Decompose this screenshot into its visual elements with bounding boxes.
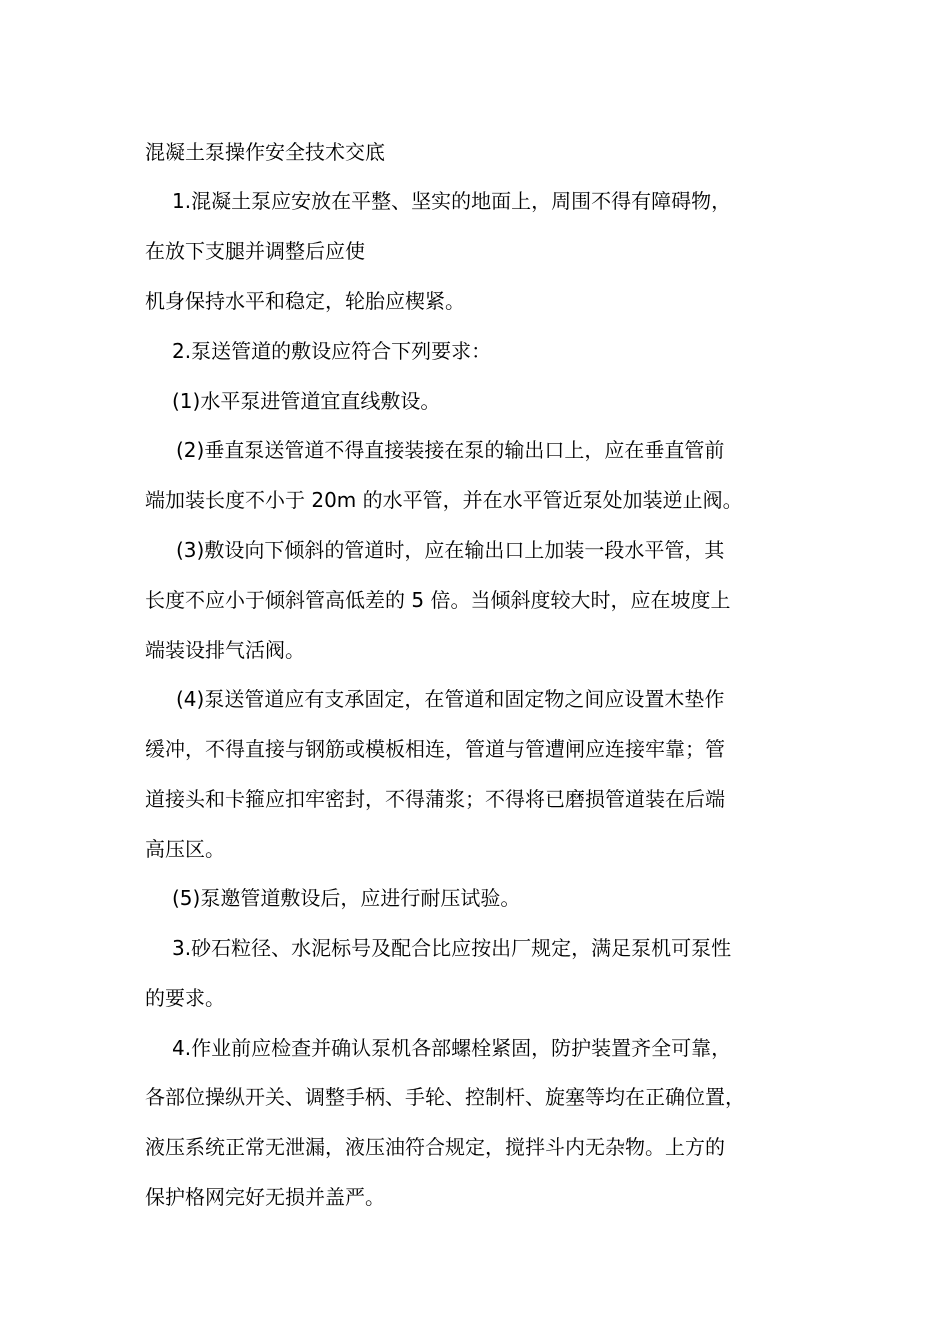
paragraph-line: (4)泵送管道应有支承固定，在管道和固定物之间应设置木垫作 [176, 687, 725, 711]
paragraph-line: 端装设排气活阀。 [145, 638, 305, 662]
paragraph-line: (3)敷设向下倾斜的管道时，应在输出口上加装一段水平管，其 [176, 538, 725, 562]
document-title: 混凝土泵操作安全技术交底 [145, 140, 385, 164]
paragraph-line: 保护格网完好无损并盖严。 [145, 1185, 385, 1209]
paragraph-line: (5)泵邀管道敷设后，应进行耐压试验。 [172, 886, 521, 910]
paragraph-line: 的要求。 [145, 986, 225, 1010]
paragraph-line: 机身保持水平和稳定，轮胎应楔紧。 [145, 289, 465, 313]
paragraph-line: 高压区。 [145, 837, 225, 861]
paragraph-line: 4.作业前应检查并确认泵机各部螺栓紧固，防护装置齐全可靠， [172, 1036, 732, 1060]
paragraph-line: 端加装长度不小于 20m 的水平管，并在水平管近泵处加装逆止阀。 [145, 488, 743, 512]
paragraph-line: 各部位操纵开关、调整手柄、手轮、控制杆、旋塞等均在正确位置， [145, 1085, 745, 1109]
paragraph-line: 道接头和卡箍应扣牢密封，不得蒲浆；不得将已磨损管道装在后端 [145, 787, 725, 811]
paragraph-line: (2)垂直泵送管道不得直接装接在泵的输出口上，应在垂直管前 [176, 438, 725, 462]
paragraph-line: 在放下支腿并调整后应使 [145, 239, 365, 263]
paragraph-line: 1.混凝土泵应安放在平整、坚实的地面上，周围不得有障碍物， [172, 189, 732, 213]
paragraph-line: 3.砂石粒径、水泥标号及配合比应按出厂规定，满足泵机可泵性 [172, 936, 732, 960]
paragraph-line: 液压系统正常无泄漏，液压油符合规定，搅拌斗内无杂物。上方的 [145, 1135, 725, 1159]
paragraph-line: (1)水平泵进管道宜直线敷设。 [172, 389, 441, 413]
paragraph-line: 长度不应小于倾斜管高低差的 5 倍。当倾斜度较大时，应在坡度上 [145, 588, 731, 612]
paragraph-line: 2.泵送管道的敷设应符合下列要求： [172, 339, 492, 363]
paragraph-line: 缓冲，不得直接与钢筋或模板相连，管道与管遭闸应连接牢靠；管 [145, 737, 725, 761]
